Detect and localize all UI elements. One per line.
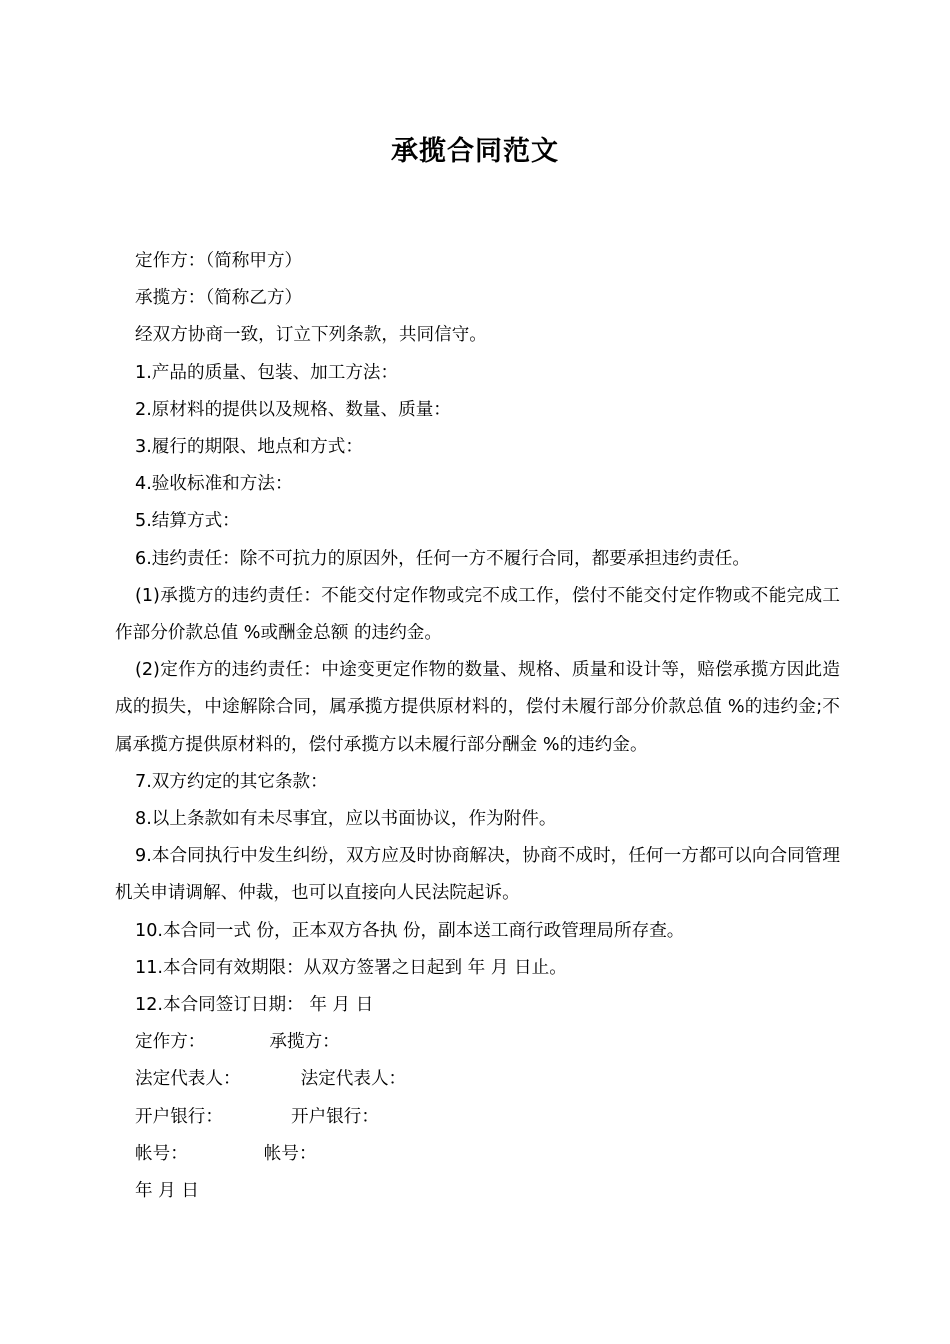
clause-10: 10.本合同一式 份，正本双方各执 份，副本送工商行政管理局所存查。 [135,920,685,941]
party-a-line: 定作方：（简称甲方） [135,251,303,271]
clause-8: 8.以上条款如有未尽事宜，应以书面协议，作为附件。 [135,809,557,830]
signature-account-row [115,1136,840,1173]
signature-date: 年 月 日 [135,1181,199,1202]
clause-2: 2.原材料的提供以及规格、数量、质量： [135,399,451,420]
preamble: 经双方协商一致，订立下列条款，共同信守。 [135,325,487,346]
clause-6: 6.违约责任：除不可抗力的原因外，任何一方不履行合同，都要承担违约责任。 [135,548,750,569]
signature-party-row [115,1024,840,1061]
clause-12: 12.本合同签订日期： 年 月 日 [135,995,374,1016]
clause-3: 3.履行的期限、地点和方式： [135,437,363,458]
signature-rep-row [115,1061,840,1098]
signature-party-a: 定作方： [135,1032,206,1053]
signature-party-b: 承揽方： [269,1032,340,1053]
signature-rep-b: 法定代表人： [300,1069,407,1090]
clause-4: 4.验收标准和方法： [135,474,293,495]
signature-account-a: 帐号： [135,1143,188,1164]
clause-9: 9.本合同执行中发生纠纷，双方应及时协商解决，协商不成时，任何一方都可以向合同管理机关申请调解、仲裁，也可以直接向人民法院起诉。 [115,846,840,904]
clause-11: 11.本合同有效期限：从双方签署之日起到 年 月 日止。 [135,957,567,978]
clause-7: 7.双方约定的其它条款： [135,771,328,792]
clause-6-2: (2)定作方的违约责任：中途变更定作物的数量、规格、质量和设计等，赔偿承揽方因此造成的损失，中途解除合同，属承揽方提供原材料的，偿付未履行部分价款总值 %的违约金;不属承揽方提供原材料的，偿付承揽方以未履行部分酬金 %的违约金。 [115,660,840,755]
clause-1: 1.产品的质量、包装、加工方法： [135,362,399,383]
signature-bank-row [115,1099,840,1136]
signature-bank-b: 开户银行： [290,1106,379,1127]
signature-rep-a: 法定代表人： [135,1069,241,1090]
document-body [115,243,840,1210]
document-title: 承揽合同范文 [391,136,559,167]
clause-5: 5.结算方式： [135,511,240,532]
party-b-line: 承揽方：（简称乙方） [135,288,303,309]
clause-6-1: (1)承揽方的违约责任：不能交付定作物或完不成工作，偿付不能交付定作物或不能完成工作部分价款总值 %或酬金总额 的违约金。 [115,585,840,644]
signature-account-b: 帐号： [263,1143,317,1164]
signature-bank-a: 开户银行： [135,1106,223,1127]
